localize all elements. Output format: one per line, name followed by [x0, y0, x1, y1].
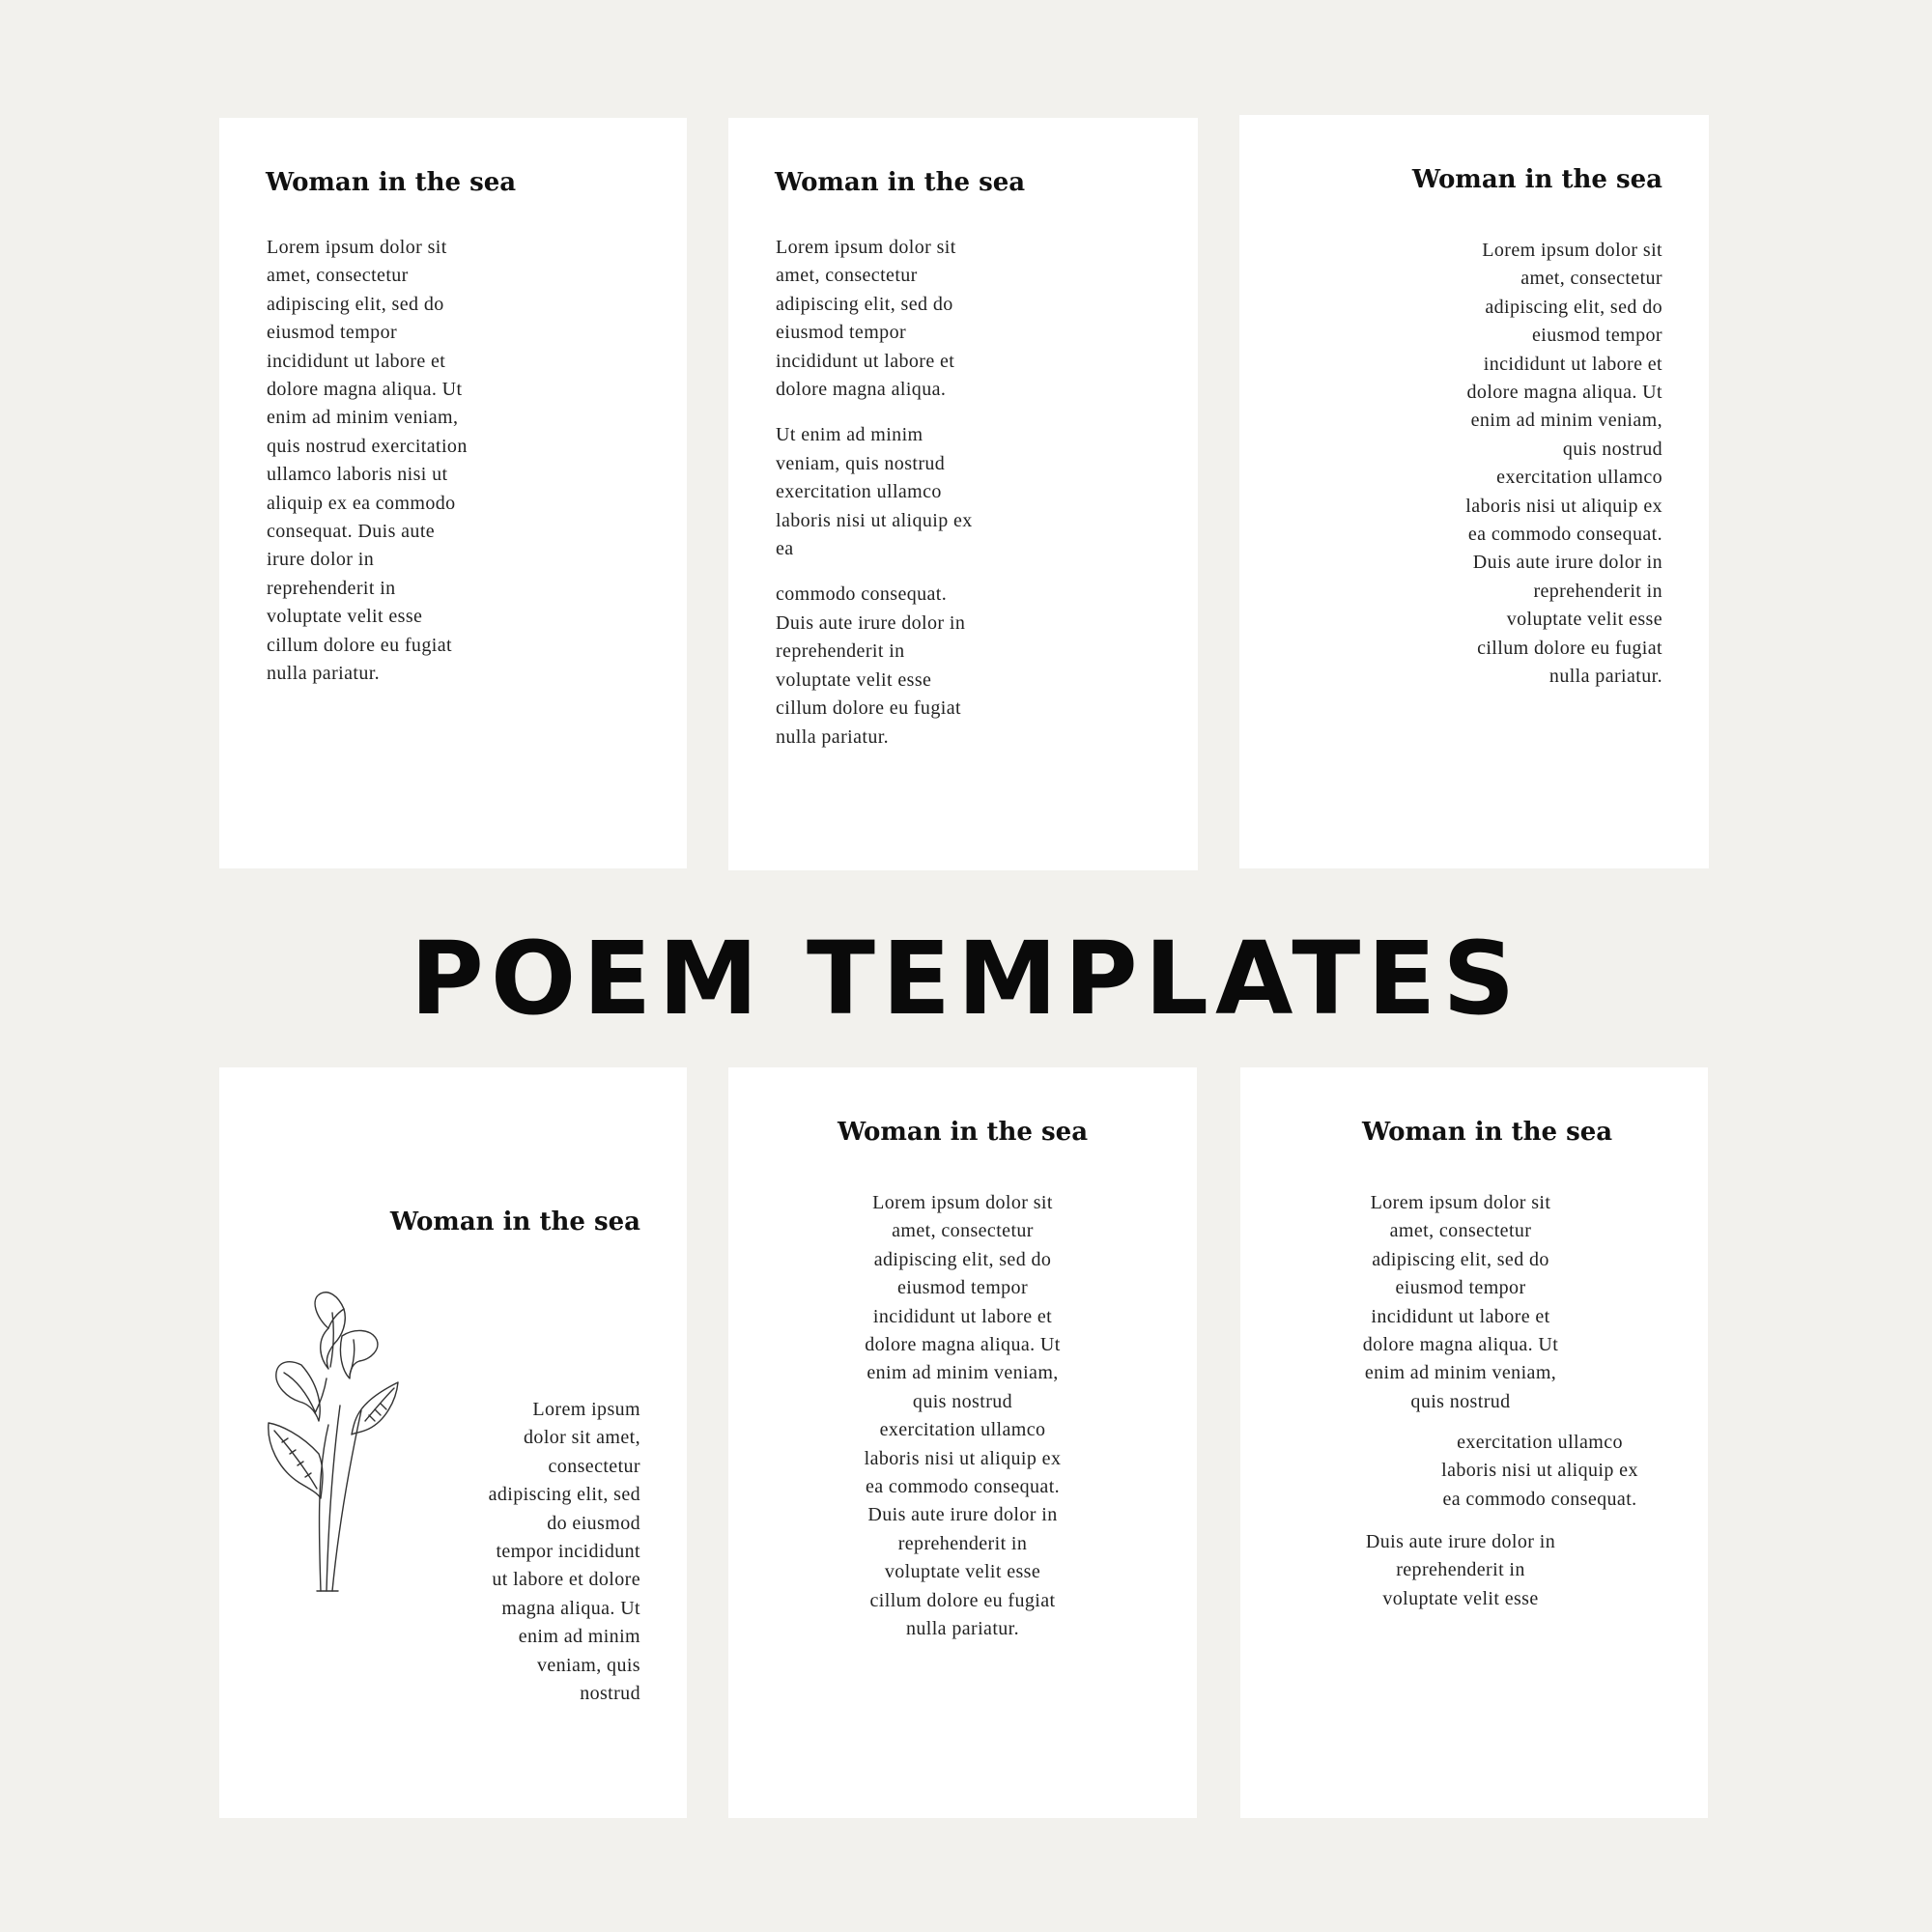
poem-stanza-2	[1420, 1429, 1660, 1514]
poem-body	[267, 234, 614, 689]
poem-stanza: Ut enim ad minim veniam, quis nostrud exercitation ullamco laboris nisi ut aliquip ex ea	[776, 424, 973, 560]
poem-stanza: exercitation ullamco laboris nisi ut aliquip ex ea commodo consequat.	[1441, 1432, 1638, 1510]
poem-title: Woman in the sea	[837, 1118, 1089, 1147]
calla-lily-illustration	[261, 1290, 406, 1599]
poem-title: Woman in the sea	[389, 1208, 640, 1236]
poem-title: Woman in the sea	[266, 168, 517, 197]
poem-paragraph: Lorem ipsum dolor sit amet, consectetur adipiscing elit, sed do eiusmod tempor incididunt ut labore et dolore magna aliqua. Ut enim ad minim veniam, quis nostrud exercitation ullamco laboris nisi ut aliquip ex ea commodo consequat. Duis aute irure dolor in reprehenderit in voluptate velit esse cillum dolore eu fugiat nulla pariatur.	[267, 237, 468, 685]
poem-body	[776, 234, 1123, 752]
poem-card-3	[1239, 115, 1709, 868]
page-title: POEM TEMPLATES	[410, 920, 1522, 1037]
poem-paragraph: Lorem ipsum dolor sit amet, consectetur adipiscing elit, sed do eiusmod tempor incididunt ut labore et dolore magna aliqua. Ut enim ad minim veniam, quis nostrud exercitation ullamco laboris nisi ut aliquip ex ea commodo consequat. Duis aute irure dolor in reprehenderit in voluptate velit esse cillum dolore eu fugiat nulla pariatur.	[1465, 240, 1662, 688]
poem-card-6	[1240, 1067, 1708, 1818]
poem-title: Woman in the sea	[775, 168, 1026, 197]
poem-body	[1315, 237, 1662, 692]
poem-card-2	[728, 118, 1198, 870]
poem-stanza: Lorem ipsum dolor sit amet, consectetur adipiscing elit, sed do eiusmod tempor incididunt ut labore et dolore magna aliqua. Ut enim ad minim veniam, quis nostrud	[1362, 1192, 1559, 1412]
poem-stanza-1	[1345, 1189, 1577, 1416]
poem-body	[769, 1189, 1156, 1644]
poem-title: Woman in the sea	[1362, 1118, 1613, 1147]
poem-card-5	[728, 1067, 1197, 1818]
poem-stanza-3	[1345, 1528, 1577, 1613]
poem-stanza: Duis aute irure dolor in reprehenderit in voluptate velit esse	[1365, 1531, 1556, 1609]
poem-stanza: commodo consequat. Duis aute irure dolor in reprehenderit in voluptate velit esse cillum dolore eu fugiat nulla pariatur.	[776, 583, 966, 748]
poem-card-1	[219, 118, 687, 868]
poem-paragraph: Lorem ipsum dolor sit amet, consectetur adipiscing elit, sed do eiusmod tempor incididunt ut labore et dolore magna aliqua. Ut enim ad minim veniam, quis nostrud exercitation ullamco laboris nisi ut aliquip ex ea commodo consequat. Duis aute irure dolor in reprehenderit in voluptate velit esse cillum dolore eu fugiat nulla pariatur.	[864, 1192, 1062, 1640]
poem-paragraph: Lorem ipsum dolor sit amet, consectetur adipiscing elit, sed do eiusmod tempor incididunt ut labore et dolore magna aliqua. Ut enim ad minim veniam, quis nostrud	[488, 1399, 640, 1705]
poem-title: Woman in the sea	[1411, 165, 1662, 194]
poem-stanza: Lorem ipsum dolor sit amet, consectetur adipiscing elit, sed do eiusmod tempor incididunt ut labore et dolore magna aliqua.	[776, 237, 956, 401]
